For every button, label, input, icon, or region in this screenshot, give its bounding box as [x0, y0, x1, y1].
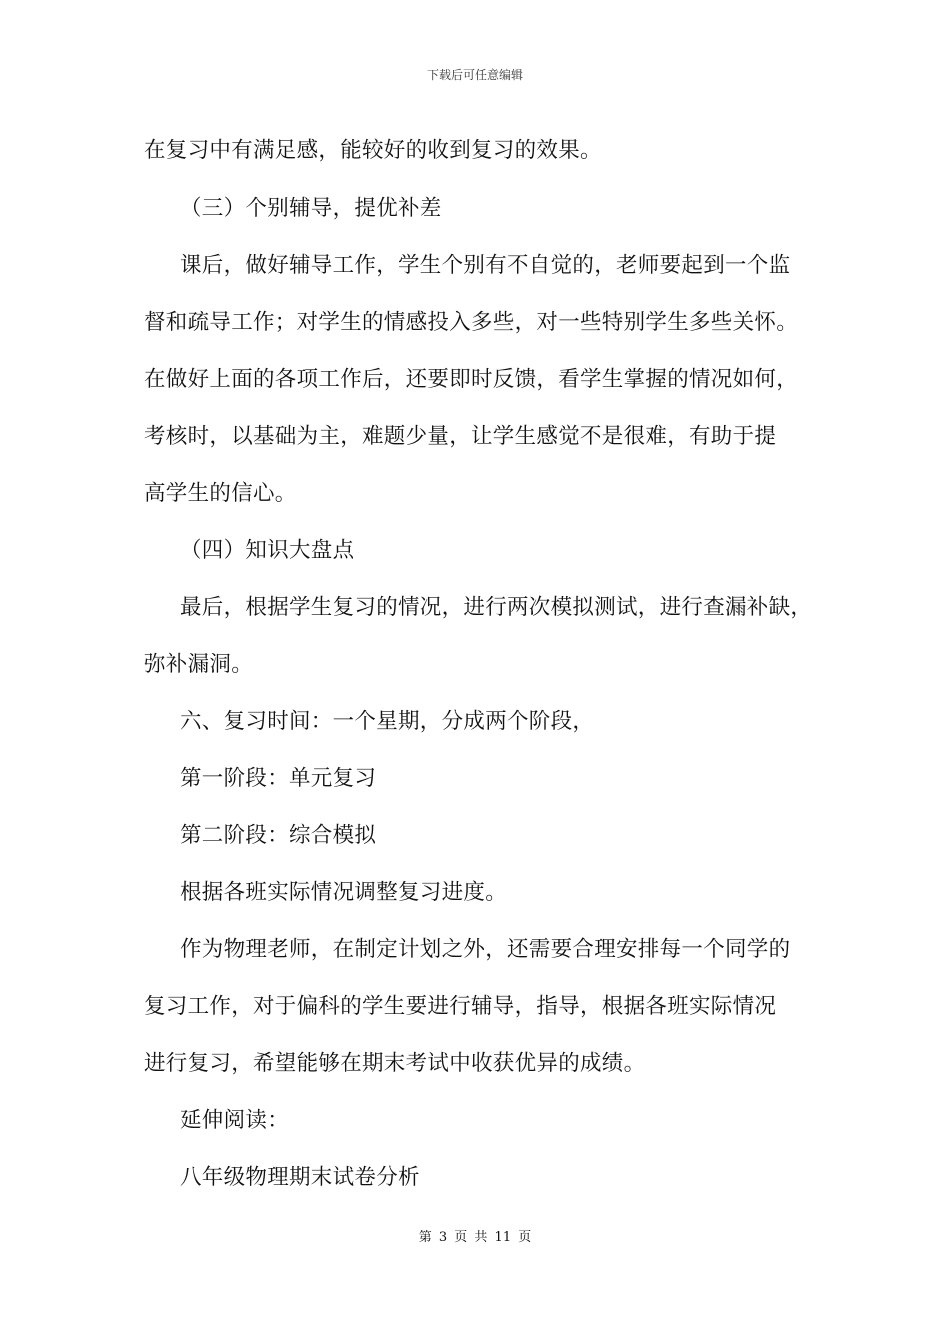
body-line: 复习工作，对于偏科的学生要进行辅导，指导，根据各班实际情况 — [144, 994, 777, 1019]
body-line: 作为物理老师，在制定计划之外，还需要合理安排每一个同学的 — [180, 937, 791, 962]
body-line: 第二阶段：综合模拟 — [180, 823, 377, 848]
body-line: 弥补漏洞。 — [144, 652, 254, 677]
body-line: 进行复习，希望能够在期末考试中收获优异的成绩。 — [144, 1051, 646, 1076]
page-header-note: 下载后可任意编辑 — [426, 68, 523, 82]
body-line: 考核时，以基础为主，难题少量，让学生感觉不是很难，有助于提 — [144, 424, 777, 449]
body-line: 高学生的信心。 — [144, 481, 297, 506]
section-heading: （三）个别辅导，提优补差 — [180, 196, 442, 221]
body-line: 在做好上面的各项工作后，还要即时反馈，看学生掌握的情况如何， — [144, 367, 799, 392]
body-line: 六、复习时间：一个星期，分成两个阶段， — [180, 709, 595, 734]
body-line: 督和疏导工作；对学生的情感投入多些，对一些特别学生多些关怀。 — [144, 310, 799, 335]
body-line: 延伸阅读： — [180, 1108, 290, 1133]
body-line: 在复习中有满足感，能较好的收到复习的效果。 — [144, 138, 602, 163]
body-line: 课后，做好辅导工作，学生个别有不自觉的，老师要起到一个监 — [180, 253, 791, 278]
body-line: 八年级物理期末试卷分析 — [180, 1165, 420, 1190]
body-line: 第一阶段：单元复习 — [180, 766, 377, 791]
section-heading: （四）知识大盘点 — [180, 538, 355, 563]
body-line: 最后，根据学生复习的情况，进行两次模拟测试，进行查漏补缺， — [180, 595, 813, 620]
page-number-footer: 第 3 页 共 11 页 — [418, 1230, 532, 1245]
body-line: 根据各班实际情况调整复习进度。 — [180, 880, 508, 905]
